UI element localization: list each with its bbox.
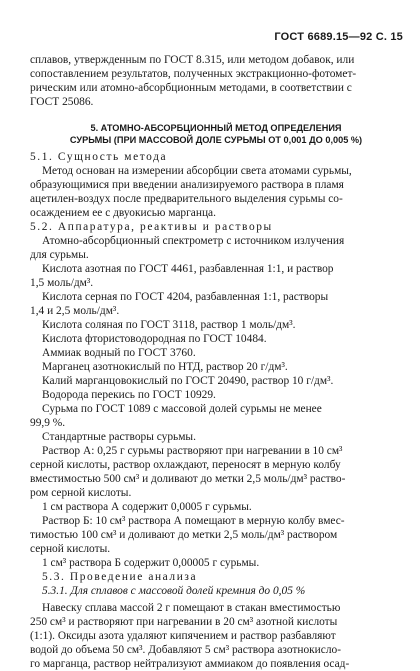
text-line: вместимостью 500 см³ и доливают до метки 2,5 моль/дм³ раство- <box>30 473 346 485</box>
solution-b-note: 1 см³ раствора Б содержит 0,00005 г сурьмы. <box>42 557 260 569</box>
text-line: тимостью 100 см³ и доливают до метки 2,5 моль/дм³ раствором <box>30 529 338 541</box>
reagent-line: 99,9 %. <box>30 417 66 429</box>
reagent-line: Калий марганцовокислый по ГОСТ 20490, раствор 10 г/дм³. <box>42 375 334 387</box>
text-line: сопоставлением результатов, полученных экстракционно-фотомет- <box>30 68 357 80</box>
reagent-line: Стандартные растворы сурьмы. <box>42 431 196 443</box>
reagent-line: Кислота соляная по ГОСТ 3118, раствор 1 моль/дм³. <box>42 319 296 331</box>
text-line: ром серной кислоты. <box>30 487 132 499</box>
reagent-line: 1,4 и 2,5 моль/дм³. <box>30 305 120 317</box>
reagent-line: Кислота азотная по ГОСТ 4461, разбавленная 1:1, и раствор <box>42 263 334 275</box>
text-line: серной кислоты. <box>30 543 111 555</box>
text-line: Атомно-абсорбционный спектрометр с источником излучения <box>42 235 345 247</box>
text-line: рическим или атомно-абсорбционным методами, в соответствии с <box>30 82 352 94</box>
text-line: (1:1). Оксиды азота удаляют кипячением и раствор разбавляют <box>30 630 336 642</box>
solution-a-note: 1 см раствора А содержит 0,0005 г сурьмы. <box>42 501 252 513</box>
text-line: ацетилен-воздух после предварительного выделения сурьмы со- <box>30 193 343 205</box>
subsection-heading: 5.3. Проведение анализа <box>42 571 198 583</box>
reagent-line: Кислота фтористоводородная по ГОСТ 10484. <box>42 333 267 345</box>
subsection-heading: 5.1. Сущность метода <box>30 151 168 163</box>
text-line: ГОСТ 25086. <box>30 96 94 108</box>
text-line: Раствор Б: 10 см³ раствора А помещают в мерную колбу вмес- <box>42 515 345 527</box>
reagent-line: 1,5 моль/дм³. <box>30 277 94 289</box>
text-line: сплавов, утвержденным по ГОСТ 8.315, или методом добавок, или <box>30 54 355 66</box>
text-line: Метод основан на измерении абсорбции света атомами сурьмы, <box>42 165 352 177</box>
text-line: го марганца, раствор нейтрализуют аммиаком до появления осад- <box>30 658 350 670</box>
subsection-heading: 5.3.1. Для сплавов с массовой долей кремния до 0,05 % <box>42 585 306 597</box>
section-title-line: 5. АТОМНО-АБСОРБЦИОННЫЙ МЕТОД ОПРЕДЕЛЕНИЯ <box>90 123 342 133</box>
intro-paragraph <box>30 53 402 109</box>
text-line: для сурьмы. <box>30 249 89 261</box>
text-line: водой до объема 50 см³. Добавляют 5 см³ раствора азотнокисло- <box>30 644 341 656</box>
text-line: осаждением ее с двуокисью марганца. <box>30 207 216 219</box>
reagent-line: Кислота серная по ГОСТ 4204, разбавленная 1:1, растворы <box>42 291 329 303</box>
page-header: ГОСТ 6689.15—92 С. 15 <box>274 31 403 43</box>
subsection-heading: 5.2. Аппаратура, реактивы и растворы <box>30 221 273 233</box>
reagent-line: Водорода перекись по ГОСТ 10929. <box>42 389 216 401</box>
text-line: Навеску сплава массой 2 г помещают в стакан вместимостью <box>42 602 341 614</box>
document-body <box>30 53 402 671</box>
section-title-line: СУРЬМЫ (ПРИ МАССОВОЙ ДОЛЕ СУРЬМЫ ОТ 0,001 ДО 0,005 %) <box>69 135 363 145</box>
text-line: Раствор А: 0,25 г сурьмы растворяют при нагревании в 10 см³ <box>42 445 343 457</box>
text-line: серной кислоты, раствор охлаждают, переносят в мерную колбу <box>30 459 341 471</box>
section-title <box>30 122 402 146</box>
text-line: 250 см³ и растворяют при нагревании в 20 см³ азотной кислоты <box>30 616 338 628</box>
reagent-line: Марганец азотнокислый по НТД, раствор 20 г/дм³. <box>42 361 288 373</box>
text-line: образующимися при введении анализируемого раствора в пламя <box>30 179 344 191</box>
reagent-line: Аммиак водный по ГОСТ 3760. <box>42 347 196 359</box>
reagent-line: Сурьма по ГОСТ 1089 с массовой долей сурьмы не менее <box>42 403 322 415</box>
